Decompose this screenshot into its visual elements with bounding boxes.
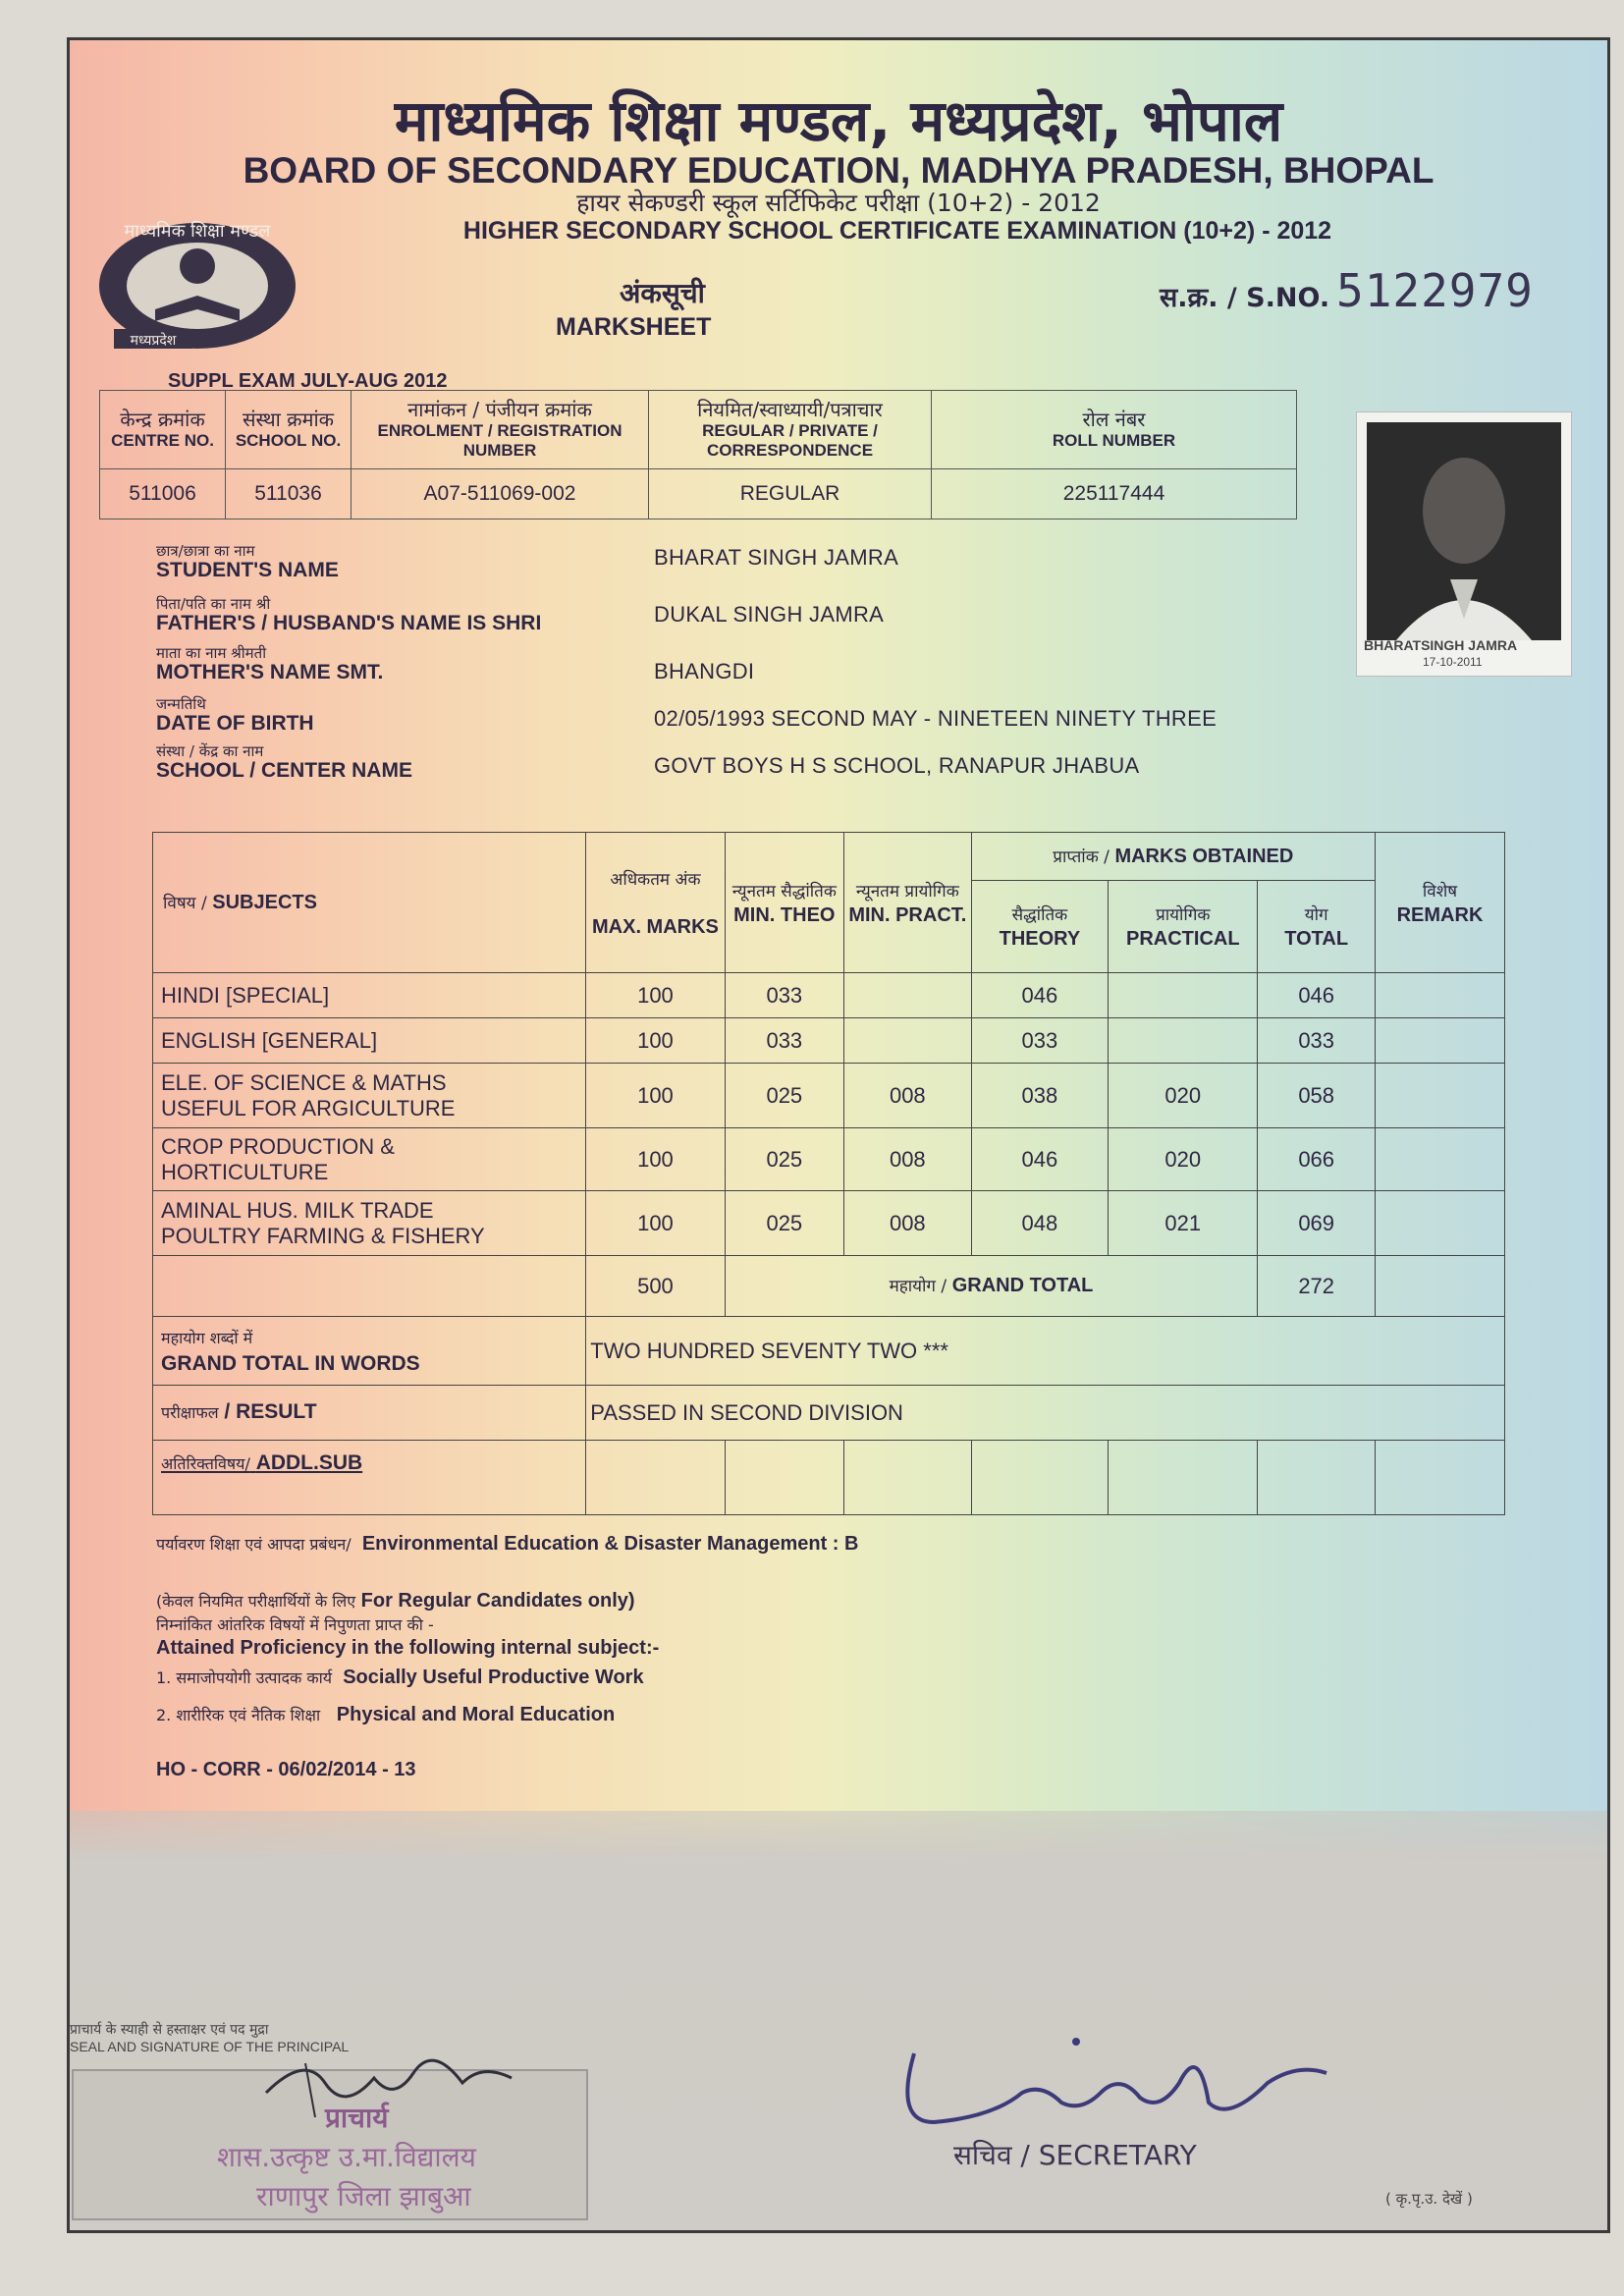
- seal-text-principal: प्राचार्य: [325, 2102, 389, 2134]
- dob-label: जन्मतिथि DATE OF BIRTH: [156, 695, 314, 735]
- grand-total-words-label: महायोग शब्दों में GRAND TOTAL IN WORDS: [153, 1317, 586, 1386]
- remark-cell: [1376, 973, 1505, 1018]
- additional-subject-row: [153, 1441, 1505, 1515]
- environment-education-note: पर्यावरण शिक्षा एवं आपदा प्रबंधन/ Environmental Education & Disaster Management : B: [156, 1533, 859, 1555]
- marksheet-document: [67, 37, 1610, 2233]
- min-theo-cell: 025: [725, 1064, 843, 1128]
- exam-title-hindi: हायर सेकण्डरी स्कूल सर्टिफिकेट परीक्षा (10+2) - 2012: [576, 189, 1101, 217]
- total-cell: 066: [1258, 1128, 1376, 1191]
- grand-total-value: 272: [1258, 1256, 1376, 1317]
- school-name-value: GOVT BOYS H S SCHOOL, RANAPUR JHABUA: [654, 753, 1140, 778]
- remark-cell: [1376, 1018, 1505, 1064]
- max-marks-header: अधिकतम अंक MAX. MARKS: [586, 833, 725, 973]
- marksheet-title-hindi: अंकसूची: [620, 277, 705, 309]
- board-title-english: BOARD OF SECONDARY EDUCATION, MADHYA PRADESH, BHOPAL: [243, 150, 1435, 191]
- min-theo-cell: 025: [725, 1128, 843, 1191]
- practical-header: प्रायोगिक PRACTICAL: [1109, 881, 1258, 973]
- marks-obtained-header: प्राप्तांक / MARKS OBTAINED: [971, 833, 1375, 881]
- principal-signature-label: प्राचार्य के स्याही से हस्ताक्षर एवं पद मुद्रा SEAL AND SIGNATURE OF THE PRINCIPAL: [70, 2022, 350, 2054]
- proficiency-hindi: निम्नांकित आंतरिक विषयों में निपुणता प्राप्त की -: [156, 1615, 434, 1634]
- grand-total-row: [153, 1256, 1505, 1317]
- total-cell: 046: [1258, 973, 1376, 1018]
- max-marks-cell: 100: [586, 1018, 725, 1064]
- regular-candidates-note: (केवल नियमित परीक्षार्थियों के लिए For Regular Candidates only): [156, 1590, 635, 1612]
- min-pract-cell: [844, 1018, 972, 1064]
- school-no-header: संस्था क्रमांक SCHOOL NO.: [226, 391, 352, 469]
- see-overleaf-label: ( कृ.पृ.उ. देखें ): [1385, 2190, 1473, 2208]
- table-row: [153, 1128, 1505, 1191]
- subject-name: AMINAL HUS. MILK TRADE POULTRY FARMING & FISHERY: [153, 1191, 586, 1256]
- total-cell: 033: [1258, 1018, 1376, 1064]
- table-row: [153, 1191, 1505, 1256]
- candidate-info-table: [99, 390, 1297, 519]
- min-pract-cell: 008: [844, 1064, 972, 1128]
- centre-no-header: केन्द्र क्रमांक CENTRE NO.: [100, 391, 226, 469]
- min-theo-cell: 033: [725, 973, 843, 1018]
- total-header: योग TOTAL: [1258, 881, 1376, 973]
- additional-subject-label: अतिरिक्तविषय/ ADDL.SUB: [153, 1441, 586, 1515]
- result-value: PASSED IN SECOND DIVISION: [586, 1386, 1505, 1441]
- max-marks-cell: 100: [586, 1128, 725, 1191]
- grand-total-label: महायोग / GRAND TOTAL: [725, 1256, 1258, 1317]
- result-row: [153, 1386, 1505, 1441]
- regular-private-value: REGULAR: [649, 469, 932, 519]
- total-cell: 069: [1258, 1191, 1376, 1256]
- serial-number-label: स.क्र. / S.NO.: [1160, 283, 1330, 313]
- grand-total-words-row: [153, 1317, 1505, 1386]
- dob-value: 02/05/1993 SECOND MAY - NINETEEN NINETY THREE: [654, 706, 1218, 731]
- theory-header: सैद्धांतिक THEORY: [971, 881, 1109, 973]
- roll-number-value: 225117444: [932, 469, 1297, 519]
- svg-text:मध्यप्रदेश: मध्यप्रदेश: [130, 333, 177, 349]
- min-theo-header: न्यूनतम सैद्धांतिक MIN. THEO: [725, 833, 843, 973]
- svg-text:माध्यमिक शिक्षा मण्डल: माध्यमिक शिक्षा मण्डल: [124, 221, 271, 242]
- enrolment-header: नामांकन / पंजीयन क्रमांक ENROLMENT / REGISTRATION NUMBER: [352, 391, 649, 469]
- subject-name: HINDI [SPECIAL]: [153, 973, 586, 1018]
- student-name-value: BHARAT SINGH JAMRA: [654, 545, 899, 570]
- exam-title-english: HIGHER SECONDARY SCHOOL CERTIFICATE EXAMINATION (10+2) - 2012: [462, 217, 1332, 245]
- theory-cell: 038: [971, 1064, 1109, 1128]
- proficiency-item-1: 1. समाजोपयोगी उत्पादक कार्य Socially Useful Productive Work: [156, 1667, 644, 1688]
- table-row: [153, 1018, 1505, 1064]
- min-theo-cell: 025: [725, 1191, 843, 1256]
- secretary-label: सचिव / SECRETARY: [953, 2139, 1197, 2171]
- subject-name: ENGLISH [GENERAL]: [153, 1018, 586, 1064]
- serial-number-value: 5122979: [1336, 264, 1534, 317]
- grand-total-words-value: TWO HUNDRED SEVENTY TWO ***: [586, 1317, 1505, 1386]
- principal-signature: [246, 2044, 541, 2122]
- total-cell: 058: [1258, 1064, 1376, 1128]
- remark-cell: [1376, 1064, 1505, 1128]
- secretary-signature: [875, 2014, 1346, 2142]
- theory-cell: 046: [971, 973, 1109, 1018]
- practical-cell: 021: [1109, 1191, 1258, 1256]
- father-name-label: पिता/पति का नाम श्री FATHER'S / HUSBAND'S NAME IS SHRI: [156, 595, 542, 634]
- photo-caption: BHARATSINGH JAMRA: [1364, 637, 1518, 653]
- seal-text-district: राणापुर जिला झाबुआ: [256, 2180, 471, 2213]
- remark-cell: [1376, 1128, 1505, 1191]
- subject-name: ELE. OF SCIENCE & MATHS USEFUL FOR ARGICULTURE: [153, 1064, 586, 1128]
- mother-name-label: माता का नाम श्रीमती MOTHER'S NAME SMT.: [156, 644, 384, 683]
- suppl-exam-label: SUPPL EXAM JULY-AUG 2012: [168, 370, 448, 392]
- school-no-value: 511036: [226, 469, 352, 519]
- seal-text-school: शास.उत्कृष्ट उ.मा.विद्यालय: [217, 2141, 476, 2173]
- max-marks-cell: 100: [586, 973, 725, 1018]
- proficiency-english: Attained Proficiency in the following internal subject:-: [156, 1637, 660, 1659]
- regular-private-header: नियमित/स्वाध्यायी/पत्राचार REGULAR / PRIVATE / CORRESPONDENCE: [649, 391, 932, 469]
- min-pract-cell: 008: [844, 1191, 972, 1256]
- proficiency-item-2: 2. शारीरिक एवं नैतिक शिक्षा Physical and Moral Education: [156, 1704, 616, 1725]
- min-pract-header: न्यूनतम प्रायोगिक MIN. PRACT.: [844, 833, 972, 973]
- remark-cell: [1376, 1191, 1505, 1256]
- correction-reference: HO - CORR - 06/02/2014 - 13: [156, 1759, 416, 1780]
- max-marks-cell: 100: [586, 1064, 725, 1128]
- board-logo-icon: [94, 215, 300, 353]
- marks-table: [152, 832, 1505, 1515]
- result-label: परीक्षाफल / RESULT: [153, 1386, 586, 1441]
- grand-max-value: 500: [586, 1256, 725, 1317]
- marksheet-title-english: MARKSHEET: [556, 313, 712, 341]
- subjects-header: विषय / SUBJECTS: [153, 833, 586, 973]
- mother-name-value: BHANGDI: [654, 659, 755, 683]
- practical-cell: [1109, 1018, 1258, 1064]
- table-row: [153, 973, 1505, 1018]
- theory-cell: 033: [971, 1018, 1109, 1064]
- max-marks-cell: 100: [586, 1191, 725, 1256]
- table-row: [153, 1064, 1505, 1128]
- photo-date: 17-10-2011: [1423, 655, 1483, 669]
- theory-cell: 046: [971, 1128, 1109, 1191]
- practical-cell: [1109, 973, 1258, 1018]
- practical-cell: 020: [1109, 1128, 1258, 1191]
- min-pract-cell: 008: [844, 1128, 972, 1191]
- school-name-label: संस्था / केंद्र का नाम SCHOOL / CENTER NAME: [156, 742, 412, 782]
- theory-cell: 048: [971, 1191, 1109, 1256]
- remark-header: विशेष REMARK: [1376, 833, 1505, 973]
- board-title-hindi: माध्यमिक शिक्षा मण्डल, मध्यप्रदेश, भोपाल: [394, 87, 1283, 154]
- min-theo-cell: 033: [725, 1018, 843, 1064]
- roll-number-header: रोल नंबर ROLL NUMBER: [932, 391, 1297, 469]
- practical-cell: 020: [1109, 1064, 1258, 1128]
- centre-no-value: 511006: [100, 469, 226, 519]
- student-name-label: छात्र/छात्रा का नाम STUDENT'S NAME: [156, 542, 339, 581]
- father-name-value: DUKAL SINGH JAMRA: [654, 602, 885, 627]
- subject-name: CROP PRODUCTION & HORTICULTURE: [153, 1128, 586, 1191]
- enrolment-value: A07-511069-002: [352, 469, 649, 519]
- min-pract-cell: [844, 973, 972, 1018]
